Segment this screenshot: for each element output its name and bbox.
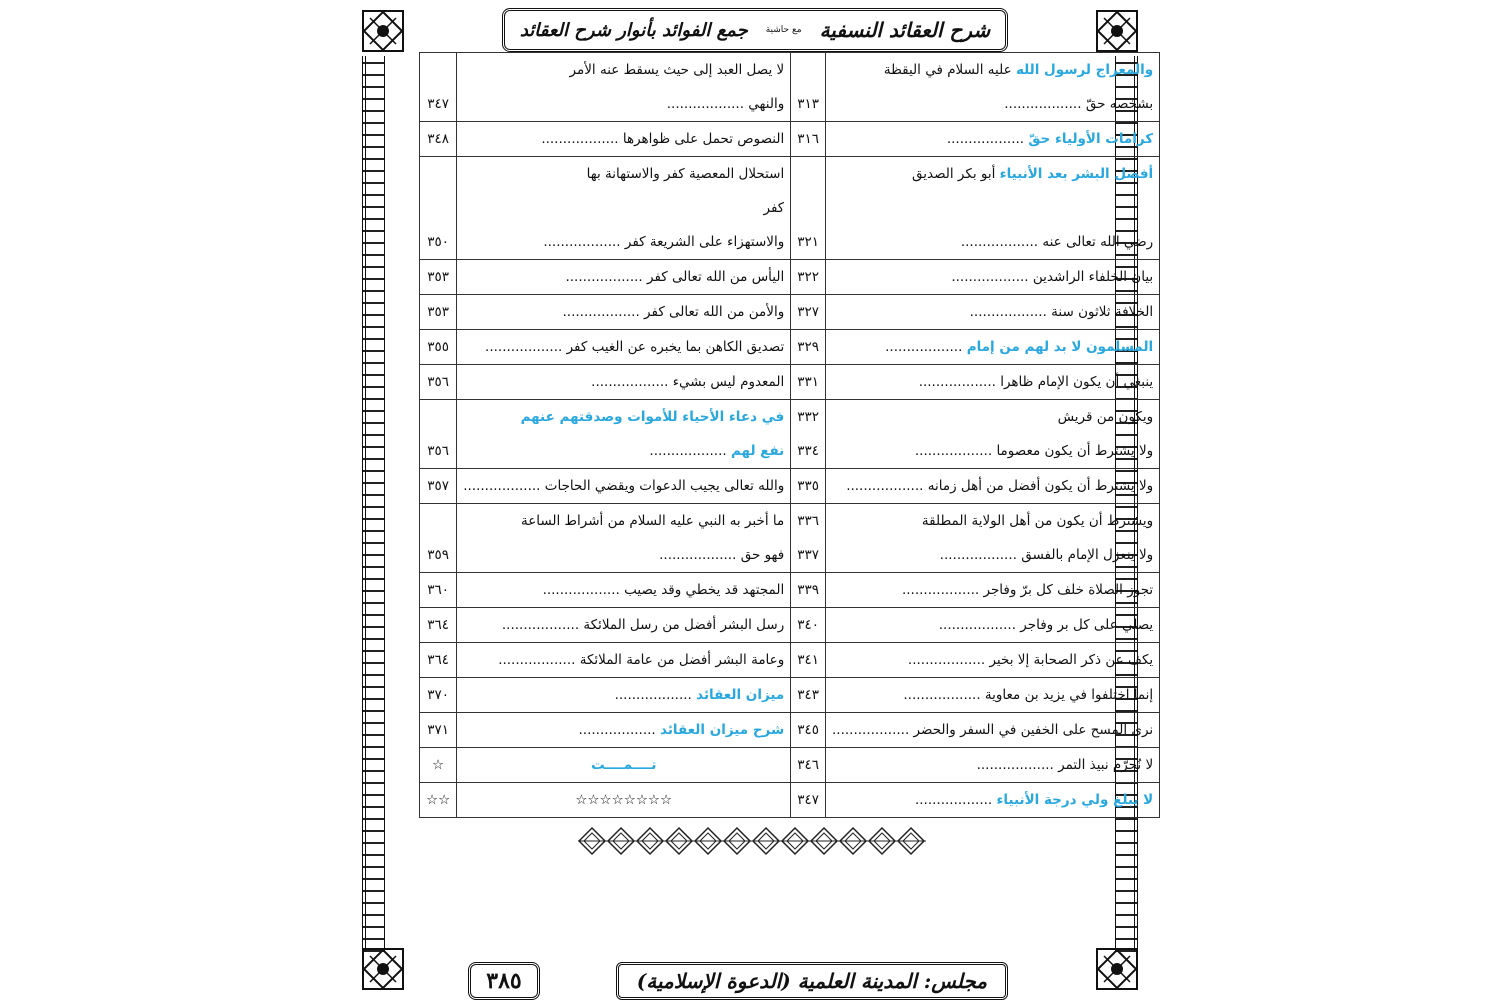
toc-page-number: ٣٧٠: [427, 687, 449, 703]
toc-entry-title: المسلمون لا بد لهم من إمام ..................: [826, 330, 1160, 365]
toc-page-number: ٣٣٥: [797, 478, 819, 494]
toc-page-number: ٣٦٠: [427, 582, 449, 598]
toc-title-continuation: ولا يشترط أن يكون معصوما: [996, 443, 1154, 459]
toc-title-segment: ولا يشترط أن يكون أفضل من أهل زمانه: [927, 478, 1154, 494]
toc-entry-page: [791, 122, 826, 157]
table-row: [420, 643, 1160, 678]
toc-entry-page: [791, 504, 826, 573]
toc-title-segment: تصديق الكاهن بما يخبره عن الغيب كفر: [566, 339, 785, 355]
toc-entry-title: والمعراج لرسول الله عليه السلام في اليقظة بشخصه حقّ ..................: [826, 53, 1160, 122]
toc-page-number: ٣٥٣: [427, 304, 449, 320]
toc-entry-page: [791, 469, 826, 504]
toc-title-segment: ما أخبر به النبي عليه السلام من أشراط الساعة: [520, 513, 785, 529]
toc-title-segment: ويشترط أن يكون من أهل الولاية المطلقة: [921, 513, 1154, 529]
toc-entry-page: [791, 643, 826, 678]
corner-ornament-icon: [360, 8, 406, 54]
toc-entry-title: شرح ميزان العقائد ..................: [457, 713, 791, 748]
toc-title-segment: رسل البشر أفضل من رسل الملائكة: [583, 617, 785, 633]
toc-entry-page: [420, 53, 457, 122]
toc-entry-title: تجوز الصلاة خلف كل برّ وفاجر ..................: [826, 573, 1160, 608]
toc-page-number: ٣١٣: [797, 96, 819, 112]
table-row: [420, 748, 1160, 783]
toc-entry-page: [791, 678, 826, 713]
toc-entry-title: وعامة البشر أفضل من عامة الملائكة ..................: [457, 643, 791, 678]
table-row: [420, 783, 1160, 818]
toc-title-segment: والمعراج لرسول الله: [1015, 62, 1154, 78]
table-row: [420, 678, 1160, 713]
toc-entry-title: يكف عن ذكر الصحابة إلا بخير ..................: [826, 643, 1160, 678]
toc-entry-title: في دعاء الأحياء للأموات وصدقتهم عنهم نفع لهم ..................: [457, 400, 791, 469]
table-row: [420, 365, 1160, 400]
toc-page-number: ٣٧١: [427, 722, 449, 738]
toc-title-segment: والاستهزاء على الشريعة كفر: [624, 234, 785, 250]
toc-entry-page: [420, 748, 457, 783]
table-row: [420, 122, 1160, 157]
toc-entry-page: [420, 678, 457, 713]
toc-entry-title: المجتهد قد يخطي وقد يصيب ..................: [457, 573, 791, 608]
toc-entry-title: لا يبلغ ولي درجة الأنبياء ..................: [826, 783, 1160, 818]
toc-page-number: ٣٤٧: [427, 96, 449, 112]
toc-title-segment: المسلمون لا بد لهم من إمام: [966, 339, 1154, 355]
table-row: [420, 713, 1160, 748]
toc-entry-page: [420, 643, 457, 678]
toc-entry-title: ويكون من قريش ولا يشترط أن يكون معصوما ..................: [826, 400, 1160, 469]
toc-entry-page: [420, 365, 457, 400]
toc-entry-title: بيان الخلفاء الراشدين ..................: [826, 260, 1160, 295]
toc-entry-title: لا نُحرّم نبيذ التمر ..................: [826, 748, 1160, 783]
toc-page-number: ٣٣٢: [797, 409, 819, 425]
toc-page-number: ٣٥٠: [427, 234, 449, 250]
toc-title-continuation: ولا ينعزل الإمام بالفسق: [1021, 547, 1154, 563]
toc-entry-page: [420, 295, 457, 330]
toc-entry-title: والأمن من الله تعالى كفر ..................: [457, 295, 791, 330]
toc-page-number: ٣٣٦: [797, 513, 819, 529]
toc-title-segment: ميزان العقائد: [696, 687, 785, 703]
toc-page-number: ٣٤٠: [797, 617, 819, 633]
toc-entry-title: الخلافة ثلاثون سنة ..................: [826, 295, 1160, 330]
toc-entry-title: كرامات الأولياء حقّ ..................: [826, 122, 1160, 157]
toc-entry-page: [420, 573, 457, 608]
page-number: ٣٨٥: [468, 962, 540, 1000]
publisher-label: مجلس: المدينة العلمية (الدعوة الإسلامية): [616, 962, 1008, 1000]
toc-entry-page: [420, 260, 457, 295]
toc-entry-page: [791, 573, 826, 608]
toc-entry-page: [420, 713, 457, 748]
table-of-contents: [419, 52, 1160, 818]
toc-entry-title: ميزان العقائد ..................: [457, 678, 791, 713]
toc-entry-title: المعدوم ليس بشيء ..................: [457, 365, 791, 400]
table-row: [420, 469, 1160, 504]
toc-entry-page: [791, 260, 826, 295]
toc-page-number: ٣٥٧: [427, 478, 449, 494]
toc-entry-title: النصوص تحمل على ظواهرها ..................: [457, 122, 791, 157]
header-connector: مع حاشية: [765, 25, 802, 35]
table-row: [420, 260, 1160, 295]
toc-title-segment: شرح ميزان العقائد: [660, 722, 785, 738]
toc-entry-page: [791, 365, 826, 400]
toc-title-segment: والأمن من الله تعالى كفر: [644, 304, 785, 320]
toc-title-segment: والنهي: [748, 96, 785, 112]
toc-title-segment: ☆☆☆☆☆☆☆☆: [575, 792, 673, 808]
toc-title-segment: المجتهد قد يخطي وقد يصيب: [624, 582, 785, 598]
toc-page-number: ٣٥٣: [427, 269, 449, 285]
toc-title-segment: يكف عن ذكر الصحابة إلا بخير: [989, 652, 1154, 668]
corner-ornament-icon: [360, 946, 406, 992]
toc-title-segment: لا نُحرّم نبيذ التمر: [1058, 757, 1154, 773]
toc-entry-page: [420, 122, 457, 157]
toc-title-segment: بيان الخلفاء الراشدين: [1032, 269, 1154, 285]
toc-page-number: ٣٤٥: [797, 722, 819, 738]
toc-entry-page: [420, 400, 457, 469]
toc-title-segment: لا يصل العبد إلى حيث يسقط عنه الأمر: [569, 62, 785, 78]
toc-page-number: ٣٥٩: [427, 547, 449, 563]
toc-entry-title: ويشترط أن يكون من أهل الولاية المطلقة ولا ينعزل الإمام بالفسق ..................: [826, 504, 1160, 573]
toc-title-segment: لا يبلغ ولي درجة الأنبياء: [996, 792, 1154, 808]
toc-title-segment: النصوص تحمل على ظواهرها: [622, 131, 785, 147]
toc-entry-page: [791, 608, 826, 643]
page-footer: [468, 962, 1078, 998]
toc-page-number: [797, 157, 819, 191]
toc-page-number: ☆☆: [426, 792, 451, 808]
toc-page-number: [797, 53, 819, 87]
corner-ornament-icon: [1094, 946, 1140, 992]
corner-ornament-icon: [1094, 8, 1140, 54]
toc-page-number: ٣٤٧: [797, 792, 819, 808]
toc-page-number: ☆: [432, 757, 445, 773]
header-commentary-title: جمع الفوائد بأنوار شرح العقائد: [519, 19, 748, 41]
toc-entry-page: [420, 504, 457, 573]
toc-entry-title: لا يصل العبد إلى حيث يسقط عنه الأمر والنهي ..................: [457, 53, 791, 122]
toc-entry-page: [791, 713, 826, 748]
toc-page-number: ٣٤٣: [797, 687, 819, 703]
toc-title-segment: ويكون من قريش: [1057, 409, 1154, 425]
table-row: [420, 157, 1160, 260]
toc-entry-page: [420, 469, 457, 504]
toc-title-segment: اليأس من الله تعالى كفر: [647, 269, 785, 285]
toc-entry-title: استحلال المعصية كفر والاستهانة بها كفر والاستهزاء على الشريعة كفر ..................: [457, 157, 791, 260]
toc-entry-title: نرى المسح على الخفين في السفر والحضر ..................: [826, 713, 1160, 748]
toc-title-segment: نرى المسح على الخفين في السفر والحضر: [913, 722, 1154, 738]
toc-title-segment: تجوز الصلاة خلف كل برّ وفاجر: [983, 582, 1154, 598]
table-row: [420, 400, 1160, 469]
toc-entry-title: [457, 748, 791, 783]
toc-title-continuation: رضي الله تعالى عنه: [1042, 234, 1154, 250]
toc-entry-title: ما أخبر به النبي عليه السلام من أشراط الساعة فهو حق ..................: [457, 504, 791, 573]
toc-title-segment: أفضل البشر بعد الأنبياء: [999, 166, 1154, 182]
toc-page-number: ٣٢٩: [797, 339, 819, 355]
toc-title-segment: فهو حق: [740, 547, 785, 563]
toc-page-number: ٣٣١: [797, 374, 819, 390]
toc-title-segment: عليه السلام في اليقظة: [883, 62, 1016, 78]
toc-title-segment: كرامات الأولياء حقّ: [1028, 131, 1154, 147]
toc-entry-title: يصلي على كل بر وفاجر ..................: [826, 608, 1160, 643]
header-book-title: شرح العقائد النسفية: [819, 18, 991, 42]
toc-entry-page: [791, 400, 826, 469]
toc-page-number: ٣٢٢: [797, 269, 819, 285]
decorative-divider: [578, 826, 926, 856]
toc-title-segment: يصلي على كل بر وفاجر: [1020, 617, 1154, 633]
toc-title-segment: استحلال المعصية كفر والاستهانة بها: [586, 166, 785, 182]
toc-title-continuation: بشخصه حقّ: [1085, 96, 1154, 112]
toc-title-segment: الخلافة ثلاثون سنة: [1051, 304, 1154, 320]
toc-page-number: ٣٥٥: [427, 339, 449, 355]
toc-entry-page: [420, 783, 457, 818]
toc-page-number: ٣٢٧: [797, 304, 819, 320]
table-row: [420, 608, 1160, 643]
table-row: [420, 295, 1160, 330]
toc-page-number: ٣٣٤: [797, 443, 819, 459]
toc-page-number: ٣٥٦: [427, 374, 449, 390]
toc-title-segment: إنما اختلفوا في يزيد بن معاوية: [984, 687, 1154, 703]
toc-entry-title: ينبغي أن يكون الإمام ظاهرا ..................: [826, 365, 1160, 400]
toc-page-number: ٣٢١: [797, 234, 819, 250]
toc-entry-page: [420, 157, 457, 260]
toc-entry-page: [791, 748, 826, 783]
toc-page-number: ٣٤٨: [427, 131, 449, 147]
toc-entry-page: [791, 53, 826, 122]
toc-title-segment: أبو بكر الصديق: [911, 166, 1000, 182]
toc-title-segment: وعامة البشر أفضل من عامة الملائكة: [579, 652, 785, 668]
toc-title-segment: المعدوم ليس بشيء: [672, 374, 785, 390]
toc-entry-page: [420, 608, 457, 643]
toc-title-segment: والله تعالى يجيب الدعوات ويقضي الحاجات: [544, 478, 785, 494]
toc-entry-title: رسل البشر أفضل من رسل الملائكة ..................: [457, 608, 791, 643]
toc-page-number: ٣١٦: [797, 131, 819, 147]
toc-entry-title: اليأس من الله تعالى كفر ..................: [457, 260, 791, 295]
toc-entry-page: [791, 157, 826, 260]
toc-title-segment: كفر: [763, 200, 785, 216]
toc-page-number: ٣٣٧: [797, 547, 819, 563]
toc-entry-title: ولا يشترط أن يكون أفضل من أهل زمانه ..................: [826, 469, 1160, 504]
table-row: [420, 53, 1160, 122]
toc-title-segment: ينبغي أن يكون الإمام ظاهرا: [1000, 374, 1154, 390]
toc-page-number: ٣٦٤: [427, 617, 449, 633]
toc-page-number: ٣٥٦: [427, 443, 449, 459]
toc-title-segment: نفع لهم: [730, 443, 785, 459]
table-row: [420, 573, 1160, 608]
toc-title-segment: في دعاء الأحياء للأموات وصدقتهم عنهم: [520, 409, 785, 425]
toc-page-number: ٣٦٤: [427, 652, 449, 668]
toc-entry-title: أفضل البشر بعد الأنبياء أبو بكر الصديق رضي الله تعالى عنه ..................: [826, 157, 1160, 260]
table-row: [420, 330, 1160, 365]
toc-entry-page: [420, 330, 457, 365]
running-header: [502, 8, 1008, 52]
toc-page-number: ٣٤١: [797, 652, 819, 668]
toc-entry-page: [791, 295, 826, 330]
toc-page-number: ٣٤٦: [797, 757, 819, 773]
toc-title-segment: تــــمــــت: [591, 757, 657, 773]
toc-entry-title: إنما اختلفوا في يزيد بن معاوية ..................: [826, 678, 1160, 713]
toc-page-number: ٣٣٩: [797, 582, 819, 598]
toc-page-number: [797, 191, 819, 225]
toc-entry-page: [791, 330, 826, 365]
toc-entry-page: [791, 783, 826, 818]
left-ornament-border: [362, 56, 385, 952]
toc-entry-title: والله تعالى يجيب الدعوات ويقضي الحاجات ..................: [457, 469, 791, 504]
table-row: [420, 504, 1160, 573]
toc-entry-title: تصديق الكاهن بما يخبره عن الغيب كفر ..................: [457, 330, 791, 365]
toc-entry-title: [457, 783, 791, 818]
